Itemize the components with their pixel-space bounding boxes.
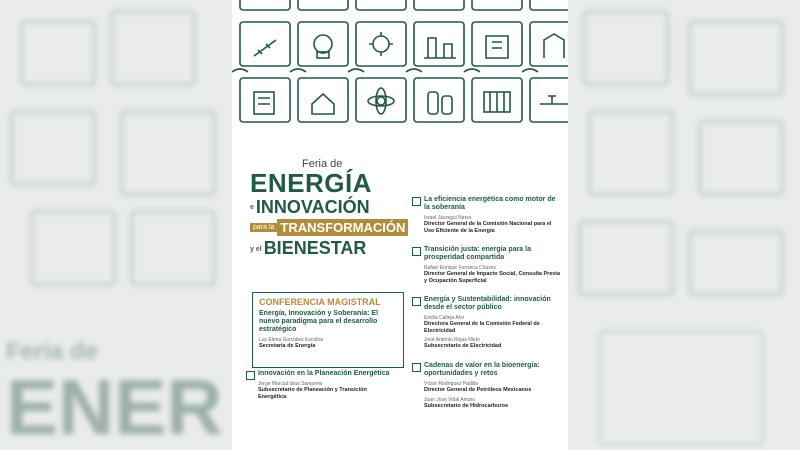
title-bienestar-line	[250, 238, 410, 259]
keynote-box	[252, 292, 404, 368]
tile-row-3	[240, 78, 568, 122]
checkbox-icon	[412, 197, 421, 206]
para-la-label: para la	[250, 223, 277, 232]
session-role: Subsecretario de Hidrocarburos	[424, 402, 509, 409]
session-speaker: Rafael Enrique Fonseca Chávez	[424, 265, 496, 271]
keynote-header: CONFERENCIA MAGISTRAL	[259, 297, 381, 307]
tile-row-2	[240, 22, 568, 66]
session-title: Innovación en la Planeación Energética	[258, 370, 390, 377]
tile-row-1	[240, 0, 568, 10]
session-speaker: José Antonio Rojas Nieto	[424, 337, 480, 343]
event-poster	[232, 0, 568, 450]
session-role: Subsecretario de Planeación y Transición Energética	[258, 387, 367, 400]
energy-icon-pattern	[232, 0, 568, 135]
session-speaker: Israel Jáuregui Nares	[424, 215, 472, 221]
feria-label: Feria de	[302, 158, 343, 170]
session-item	[246, 370, 396, 400]
session-title: La eficiencia energética como motor de la soberanía	[424, 196, 556, 211]
title-innovacion: INNOVACIÓN	[255, 197, 370, 217]
background-left	[0, 0, 232, 450]
title-innovacion-line	[250, 197, 410, 218]
checkbox-icon	[412, 247, 421, 256]
y-el-label: y el	[250, 245, 262, 253]
title-transformacion: TRANSFORMACIÓN	[277, 219, 408, 236]
keynote-title: Energía, Innovación y Soberanía: El nuevo paradigma para el desarrollo estratégico	[259, 310, 379, 333]
session-role: Director General de Petróleos Mexicanos	[424, 387, 532, 393]
session-title: Transición justa: energía para la prosperidad compartida	[424, 246, 531, 261]
checkbox-icon	[412, 297, 421, 306]
session-role: Director General de la Comisión Nacional para el Uso Eficiente de la Energía	[424, 221, 552, 234]
session-role: Director General de Impacto Social, Consulta Previa y Ocupación Superficial	[424, 271, 561, 284]
session-role: Directora General de la Comisión Federal de Electricidad	[424, 321, 540, 334]
event-title	[250, 158, 410, 260]
keynote-speaker: Luz Elena González Escobar	[259, 337, 324, 343]
checkbox-icon	[412, 363, 421, 372]
title-bienestar: BIENESTAR	[263, 238, 367, 259]
session-speaker: Juan José Vidal Amaro	[424, 396, 476, 403]
background-energia-text: ENER	[6, 363, 223, 450]
session-title: Cadenas de valor en la bioenergía: oportunidades y retos	[424, 362, 540, 377]
session-speaker: Emilia Calleja Alor	[424, 315, 465, 321]
session-title: Energía y Sustentabilidad: innovación desde el sector público	[424, 296, 551, 311]
background-feria-text: Feria de	[6, 338, 99, 365]
e-label: e	[250, 204, 254, 212]
session-item	[412, 246, 562, 284]
session-speaker: Jorge Marcial Islas Samperio	[258, 381, 323, 387]
background-right	[568, 0, 800, 450]
session-item	[412, 296, 562, 350]
session-role: Subsecretario de Electricidad	[424, 343, 502, 349]
keynote-role: Secretaria de Energía	[259, 343, 316, 349]
session-item	[412, 362, 562, 409]
session-speaker: Víctor Rodríguez Padilla	[424, 381, 478, 387]
title-energia: ENERGÍA	[250, 168, 372, 198]
session-item	[412, 196, 562, 234]
checkbox-icon	[246, 371, 255, 380]
title-transformacion-line	[250, 219, 410, 236]
